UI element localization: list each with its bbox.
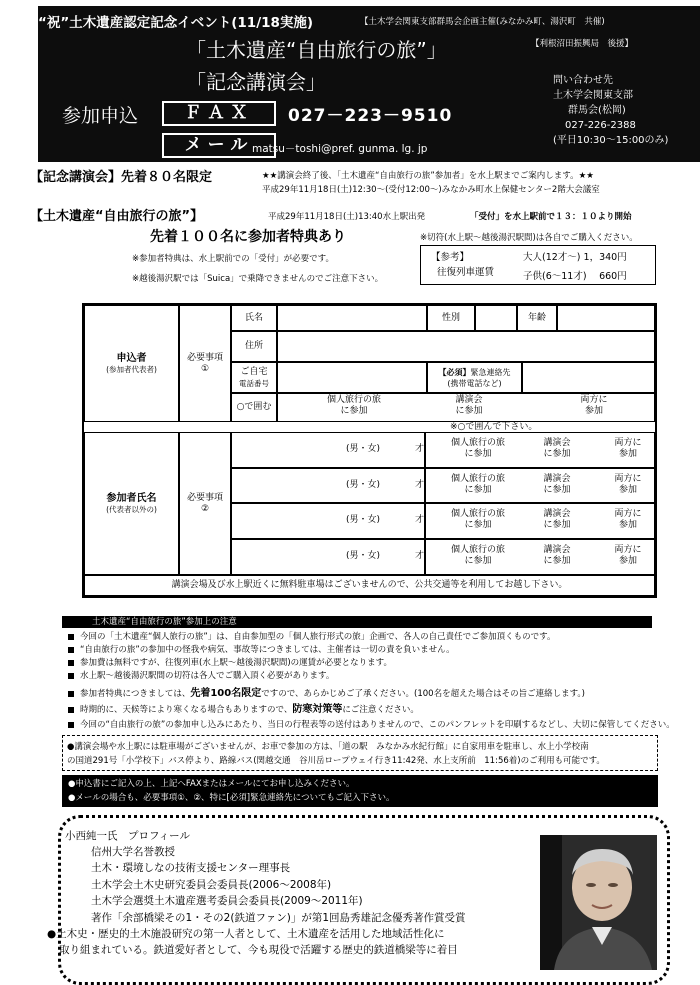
required2-label: 必要事項	[186, 492, 223, 503]
participant-option-both[interactable]	[603, 474, 653, 496]
emergency-sub: (携帯電話など)	[447, 378, 502, 388]
option-both-line2: 参加	[618, 556, 637, 566]
option-both-line2: 参加	[618, 449, 637, 459]
speaker-portrait-icon	[540, 835, 657, 970]
note-text: 今回の“自由旅行の旅”の参加申し込みにあたり、当日の行程表等の送付はありませんので、このパンフレットを印刷するなどし、大切に保管してください。	[80, 720, 675, 730]
parking-line: の国道291号「小学校下」バス停より、路線バス(関越交通 谷川岳ロープウェイ行き11:42発、水上支所前 11:56着)のご利用も可能です。	[67, 756, 605, 766]
profile-item: 土木・環境しなの技術支援センター理事長	[91, 862, 291, 874]
participant-option-lecture[interactable]	[532, 509, 582, 531]
option-both-line1: 両方に	[614, 474, 642, 484]
option-both-line2: 参加	[618, 485, 637, 495]
option-lecture[interactable]	[434, 395, 504, 417]
profile-item: 土木学会選奨土木遺産選考委員会委員長(2009～2011年)	[91, 895, 363, 907]
note-text: 水上駅～越後湯沢駅間の切符は各人でご購入頂く必要があります。	[80, 671, 335, 681]
apply-label: 参加申込	[62, 105, 139, 127]
tour-reception	[470, 210, 632, 222]
option-tour-line1: 個人旅行の旅	[450, 438, 505, 448]
note-item	[68, 669, 334, 681]
applicant-label: 申込者	[116, 352, 147, 364]
notes-heading: 土木遺産“自由旅行の旅”参加上の注意	[62, 616, 652, 628]
age-input[interactable]	[557, 305, 655, 331]
applicant-sub: (参加者代表者)	[106, 364, 157, 374]
event-line: “祝”土木遺産認定記念イベント(11/18実施)	[38, 15, 314, 31]
participant-option-both[interactable]	[603, 438, 653, 460]
participant-option-both[interactable]	[603, 545, 653, 567]
application-form	[82, 303, 657, 598]
participant-option-tour[interactable]	[438, 545, 518, 567]
option-lecture-line1: 講演会	[543, 509, 571, 519]
note-item	[68, 684, 585, 699]
participant-age-unit: 才	[415, 551, 425, 561]
suica-note: ※越後湯沢駅では「Suica」で乗降できませんのでご注意下さい。	[132, 274, 384, 284]
header-banner	[38, 6, 700, 162]
option-lecture-line2: に参加	[543, 449, 571, 459]
participant-name-input[interactable]	[231, 468, 425, 503]
emergency-required: 【必須】	[438, 367, 471, 377]
fax-label-box: ＦＡＸ	[162, 101, 276, 126]
option-lecture-line2: に参加	[543, 520, 571, 530]
participant-option-lecture[interactable]	[532, 438, 582, 460]
option-tour-line1: 個人旅行の旅	[450, 474, 505, 484]
apply-info-box	[62, 775, 658, 807]
participant-option-lecture[interactable]	[532, 545, 582, 567]
profile-bio: ●土木史・歴史的土木施設研究の第一人者として、土木遺産を活用した地域活性化に	[47, 928, 445, 940]
fare-box	[420, 245, 656, 285]
lecture-heading: 【記念講演会】先着８０名限定	[30, 170, 213, 185]
note-item	[68, 630, 555, 642]
parking-line: ●講演会場や水上駅には駐車場がございませんが、お車で参加の方は、「道の駅 みなかみ水紀行館」に自家用車を駐車し、水上小学校南	[67, 742, 589, 752]
participant-sex[interactable]: (男・女)	[346, 515, 381, 525]
option-both-line2: 参加	[618, 520, 637, 530]
option-lecture-line1: 講演会	[543, 545, 571, 555]
note-emphasis: 防寒対策等	[292, 704, 343, 715]
circle-label: ○で囲む	[231, 393, 277, 422]
participant-option-tour[interactable]	[438, 438, 518, 460]
contact-block	[553, 73, 668, 148]
option-lecture-line2: に参加	[455, 406, 483, 416]
option-tour-line1: 個人旅行の旅	[450, 509, 505, 519]
emergency-label-cell	[427, 362, 522, 393]
option-tour-line2: に参加	[464, 449, 492, 459]
option-tour-line2: に参加	[340, 406, 368, 416]
participant-age-unit: 才	[415, 444, 425, 454]
fare-ref: 【参考】	[431, 252, 470, 263]
support-text: 【利根沼田振興局 後援】	[531, 39, 634, 49]
reception-time: を水上駅前で１３：１０より開始	[504, 212, 632, 222]
emergency-label: 緊急連絡先	[470, 367, 511, 377]
required1-cell	[179, 305, 231, 422]
participant-age-unit: 才	[415, 515, 425, 525]
note-text: 参加費は無料ですが、往復列車(水上駅～越後湯沢駅間)の運賃が必要となります。	[80, 658, 392, 668]
lecture-note: ★★講演会終了後、「土木遺産“自由旅行の旅”参加者」を水上駅までご案内します。★★	[262, 171, 594, 181]
participant-sex[interactable]: (男・女)	[346, 480, 381, 490]
option-tour-line1: 個人旅行の旅	[326, 395, 381, 405]
apply-line: ●申込書にご記入の上、上記へFAXまたはメールにてお申し込みください。	[68, 779, 355, 789]
option-both-line1: 両方に	[614, 545, 642, 555]
fare-adult: 大人(12才～) 1，340円	[523, 252, 627, 263]
participants-label: 参加者氏名	[106, 492, 157, 504]
note-text: ですので、あらかじめご了承ください。(100名を超えた場合はその旨ご連絡します。)	[261, 689, 585, 699]
required2-no: ②	[200, 503, 210, 514]
gender-input[interactable]	[475, 305, 517, 331]
note-item	[68, 718, 675, 730]
option-tour-line2: に参加	[464, 520, 492, 530]
note-emphasis: 先着100名限定	[190, 688, 262, 699]
option-both[interactable]	[559, 395, 629, 417]
profile-item: 信州大学名誉教授	[91, 846, 175, 858]
participant-name-input[interactable]	[231, 503, 425, 539]
note-text: 時期的に、天候等により寒くなる場合もありますので、	[80, 705, 293, 715]
tour-benefit: 先着１００名に参加者特典あり	[150, 229, 346, 245]
option-lecture-line1: 講演会	[543, 438, 571, 448]
option-lecture-line1: 講演会	[543, 474, 571, 484]
circle-note: ※○で囲んで下さい。	[450, 422, 538, 432]
note-item	[68, 656, 392, 668]
required1-no: ①	[200, 363, 210, 374]
option-both-line1: 両方に	[614, 438, 642, 448]
participant-sex[interactable]: (男・女)	[346, 551, 381, 561]
organizer-text: 【土木学会関東支部群馬会企画主催(みなかみ町、湯沢町 共催)	[360, 17, 605, 27]
option-tour-line1: 個人旅行の旅	[450, 545, 505, 555]
ticket-note: ※切符(水上駅～越後湯沢駅間)は各自でご購入ください。	[420, 233, 638, 243]
option-both-line1: 両方に	[614, 509, 642, 519]
fare-label: 往復列車運賃	[437, 267, 495, 278]
emergency-input[interactable]	[522, 362, 655, 393]
option-lecture-line1: 講演会	[455, 395, 483, 405]
gender-label: 性別	[427, 305, 475, 331]
required2-cell	[179, 432, 231, 575]
option-tour[interactable]	[304, 395, 404, 417]
reception-label: 「受付」	[470, 212, 505, 222]
name-label: 氏名	[231, 305, 277, 331]
lecture-datetime: 平成29年11月18日(土)12:30～(受付12:00～)みなかみ町水上保健センター2階大会議室	[262, 185, 600, 195]
lecture-title: 「記念講演会」	[186, 70, 326, 94]
address-label: 住所	[231, 331, 277, 362]
parking-info-box	[62, 735, 658, 771]
required1-label: 必要事項	[186, 352, 223, 363]
apply-line: ●メールの場合も、必要事項①、②、特に[必須]緊急連絡先についてもご記入下さい。	[68, 793, 395, 803]
note-text: “自由旅行の旅”の参加中の怪我や病気、事故等につきましては、主催者は一切の責を負いません。	[80, 645, 455, 655]
applicant-label-cell	[84, 305, 179, 422]
phone-label: ご自宅	[240, 366, 268, 377]
participants-label-cell	[84, 432, 179, 575]
note-text: 今回の「土木遺産“個人旅行の旅”」は、自由参加型の「個人旅行形式の旅」企画で、各人の自己責任でご参加頂くものです。	[80, 632, 556, 642]
tour-heading: 【土木遺産“自由旅行の旅”】	[30, 209, 204, 224]
tour-datetime: 平成29年11月18日(土)13:40水上駅出発	[268, 212, 426, 222]
profile-bio: 取り組まれている。鉄道愛好者として、今も現役で活躍する歴史的鉄道橋梁等に着目	[59, 944, 458, 956]
option-both-line2: 参加	[584, 406, 603, 416]
event-title: 「土木遺産“自由旅行の旅”」	[186, 38, 447, 62]
fax-number: 027－223－9510	[288, 106, 453, 126]
speaker-photo	[540, 835, 657, 970]
note-item	[68, 700, 419, 715]
profile-item: 著作「余部橋梁その1・その2(鉄道ファン)」が第1回島秀雄記念優秀著作賞受賞	[91, 912, 466, 924]
participant-option-tour[interactable]	[438, 509, 518, 531]
contact-line: 027-226-2388	[565, 120, 636, 131]
contact-line: 土木学会関東支部	[553, 90, 633, 101]
participant-name-input[interactable]	[231, 432, 425, 468]
contact-line: (平日10:30～15:00のみ)	[553, 135, 669, 146]
option-tour-line2: に参加	[464, 485, 492, 495]
participant-option-tour[interactable]	[438, 474, 518, 496]
mail-address[interactable]: matsu－toshi@pref. gunma. lg. jp	[252, 143, 428, 155]
benefit-note: ※参加者特典は、水上駅前での「受付」が必要です。	[132, 254, 334, 264]
participant-age-unit: 才	[415, 480, 425, 490]
participants-sub: (代表者以外の)	[106, 504, 157, 514]
option-lecture-line2: に参加	[543, 485, 571, 495]
profile-heading: 小西純一氏 プロフィール	[65, 830, 190, 842]
fare-child: 子供(6～11才) 660円	[523, 271, 627, 282]
phone-label2: 電話番号	[239, 378, 269, 388]
participant-sex[interactable]: (男・女)	[346, 444, 381, 454]
contact-line: 問い合わせ先	[553, 75, 613, 86]
option-both-line1: 両方に	[580, 395, 608, 405]
mail-label-box: メール	[162, 133, 276, 158]
participant-option-both[interactable]	[603, 509, 653, 531]
phone-input[interactable]	[277, 362, 427, 393]
note-text: 参加者特典につきましては、	[80, 689, 191, 699]
address-input[interactable]	[277, 331, 655, 362]
name-input[interactable]	[277, 305, 427, 331]
age-label: 年齢	[517, 305, 557, 331]
participant-name-input[interactable]	[231, 539, 425, 575]
contact-line: 群馬会(松岡)	[568, 105, 626, 116]
profile-item: 土木学会土木史研究委員会委員長(2006～2008年)	[91, 879, 332, 891]
phone-label-cell	[231, 362, 277, 393]
participant-option-lecture[interactable]	[532, 474, 582, 496]
option-lecture-line2: に参加	[543, 556, 571, 566]
note-text: にご注意ください。	[342, 705, 419, 715]
note-item	[68, 643, 455, 655]
option-tour-line2: に参加	[464, 556, 492, 566]
parking-row: 講演会場及び水上駅近くに無料駐車場はございませんので、公共交通等を利用してお越し下さい。	[84, 575, 655, 596]
